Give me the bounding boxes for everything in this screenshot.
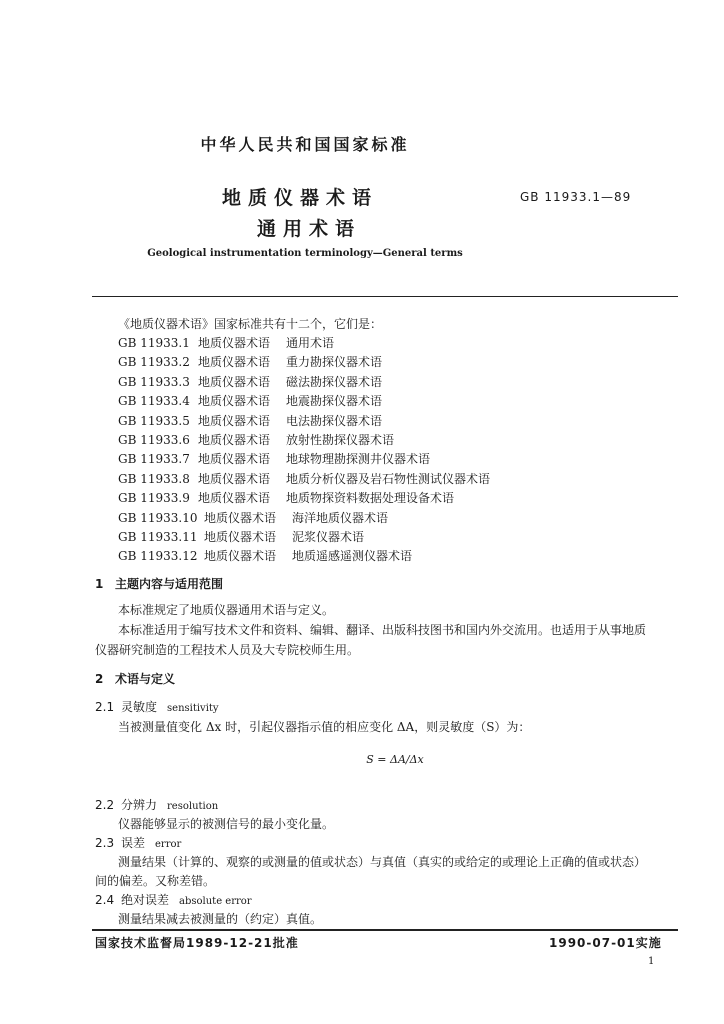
term-2-3-definition-line-1: 测量结果（计算的、观察的或测量的值或状态）与真值（真实的或给定的或理论上正确的值或状态） xyxy=(118,855,647,869)
term-2-2-heading: 2.2 分辨力 resolution xyxy=(95,798,219,812)
term-2-3-definition-line-2: 间的偏差。又称差错。 xyxy=(95,874,216,888)
term-2-4-heading: 2.4 绝对误差 absolute error xyxy=(95,893,252,907)
top-divider xyxy=(92,296,678,297)
title-line-2: 通用术语 xyxy=(257,218,362,240)
list-item: GB 11933.8 地质仪器术语 地质分析仪器及岩石物性测试仪器术语 xyxy=(118,471,491,486)
list-item: GB 11933.3 地质仪器术语 磁法勘探仪器术语 xyxy=(118,374,383,389)
section-2-heading: 2 术语与定义 xyxy=(95,672,176,686)
bottom-divider xyxy=(92,929,678,931)
list-item: GB 11933.7 地质仪器术语 地球物理勘探测井仪器术语 xyxy=(118,452,431,467)
section-1-heading: 1 主题内容与适用范围 xyxy=(95,577,224,591)
list-item: GB 11933.2 地质仪器术语 重力勘探仪器术语 xyxy=(118,355,383,370)
list-item: GB 11933.10 地质仪器术语 海洋地质仪器术语 xyxy=(118,510,389,525)
title-line-1: 地质仪器术语 xyxy=(222,187,379,209)
standard-code: GB 11933.1—89 xyxy=(520,190,632,204)
standard-header: 中华人民共和国国家标准 xyxy=(200,135,410,154)
term-2-1-definition: 当被测量值变化 Δx 时，引起仪器指示值的相应变化 ΔA，则灵敏度（S）为： xyxy=(118,720,531,734)
list-item: GB 11933.6 地质仪器术语 放射性勘探仪器术语 xyxy=(118,432,395,447)
term-2-2-definition: 仪器能够显示的被测信号的最小变化量。 xyxy=(118,817,335,831)
section-1-para-2-line-2: 仪器研究制造的工程技术人员及大专院校师生用。 xyxy=(95,643,360,657)
list-item: GB 11933.5 地质仪器术语 电法勘探仪器术语 xyxy=(118,413,383,428)
page-number: 1 xyxy=(648,956,655,967)
list-item: GB 11933.1 地质仪器术语 通用术语 xyxy=(118,336,335,350)
effective-date: 1990-07-01实施 xyxy=(549,936,662,950)
approval-date: 国家技术监督局1989-12-21批准 xyxy=(95,936,299,950)
list-item: GB 11933.4 地质仪器术语 地震勘探仪器术语 xyxy=(118,394,383,409)
section-1-para-1: 本标准规定了地质仪器通用术语与定义。 xyxy=(118,603,335,617)
intro-text: 《地质仪器术语》国家标准共有十二个，它们是： xyxy=(118,317,383,331)
term-2-1-heading: 2.1 灵敏度 sensitivity xyxy=(95,700,219,714)
term-2-3-heading: 2.3 误差 error xyxy=(95,836,182,850)
list-item: GB 11933.12 地质仪器术语 地质遥感遥测仪器术语 xyxy=(118,549,413,564)
parts-list xyxy=(118,334,490,567)
sensitivity-formula: S = ΔA/Δx xyxy=(366,753,424,766)
list-item: GB 11933.11 地质仪器术语 泥浆仪器术语 xyxy=(118,529,365,544)
section-1-para-2-line-1: 本标准适用于编写技术文件和资料、编辑、翻译、出版科技图书和国内外交流用。也适用于从事地质 xyxy=(118,623,647,637)
english-subtitle: Geological instrumentation terminology—General terms xyxy=(147,248,463,259)
list-item: GB 11933.9 地质仪器术语 地质物探资料数据处理设备术语 xyxy=(118,491,455,506)
term-2-4-definition: 测量结果减去被测量的（约定）真值。 xyxy=(118,912,323,926)
